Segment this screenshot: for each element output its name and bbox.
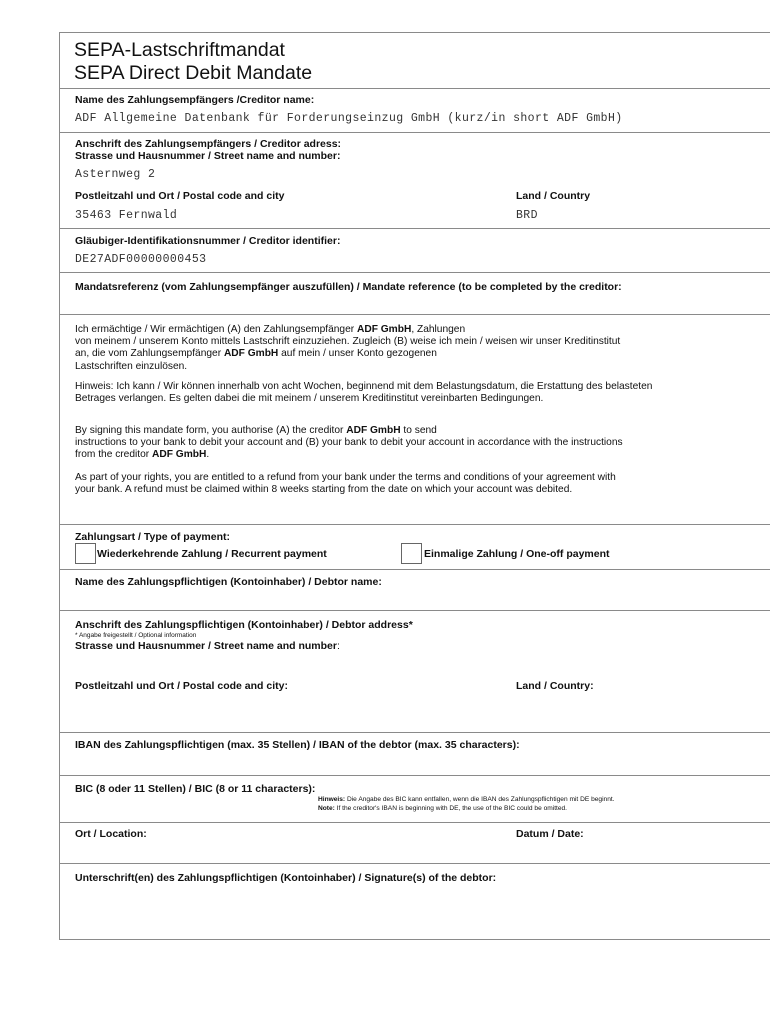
creditor-name-value: ADF Allgemeine Datenbank für Forderungseinzug GmbH (kurz/in short ADF GmbH) [75,112,623,125]
authorization-en-text-4: from the creditor [75,449,152,461]
sepa-mandate-form [59,32,770,940]
debtor-bic-label: BIC (8 oder 11 Stellen) / BIC (8 or 11 characters): [75,783,316,795]
debtor-name-section[interactable] [60,570,770,611]
creditor-address-section [60,133,770,229]
creditor-postal-label: Postleitzahl und Ort / Postal code and city [75,190,285,202]
creditor-identifier-section [60,229,770,273]
creditor-street-label: Strasse und Hausnummer / Street name and number: [75,150,341,162]
debtor-street-label-text: Strasse und Hausnummer / Street name and number [75,640,337,652]
bic-hint-de-label: Hinweis: [318,796,346,803]
authorization-de-paragraph [75,324,765,373]
creditor-country-value: BRD [516,209,538,222]
authorization-en-text-1: By signing this mandate form, you authorise (A) the creditor [75,425,347,436]
oneoff-payment-checkbox[interactable] [401,543,422,564]
creditor-country-label: Land / Country [516,190,591,202]
creditor-identifier-value: DE27ADF00000000453 [75,253,207,266]
refund-rights-en-paragraph [75,472,765,496]
refund-hint-de-text-2: Betrages verlangen. Es gelten dabei die mit meinem / unserem Kreditinstitut vereinbarten Bedingungen. [75,393,544,405]
debtor-iban-section[interactable] [60,733,770,776]
bic-hint-de-text: Die Angabe des BIC kann entfallen, wenn die IBAN des Zahlungspflichtigen mit DE beginnt. [345,796,615,803]
bic-hint-de [318,796,615,803]
debtor-iban-label: IBAN des Zahlungspflichtigen (max. 35 Stellen) / IBAN of the debtor (max. 35 characters): [75,739,520,751]
bic-hint-en [318,805,567,812]
creditor-postal-value: 35463 Fernwald [75,209,178,222]
debtor-bic-section[interactable] [60,776,770,823]
signature-label: Unterschrift(en) des Zahlungspflichtigen (Kontoinhaber) / Signature(s) of the debtor: [75,872,497,884]
refund-hint-de-paragraph [75,381,765,405]
authorization-en-text-5: . [206,449,210,461]
location-label: Ort / Location: [75,828,147,840]
bic-hint-en-label: Note: [318,805,335,812]
authorization-en-paragraph [75,425,765,462]
debtor-street-label [75,640,340,652]
authorization-de-text-3: von meinem / unserem Konto mittels Lastschrift einzuziehen. Zugleich (B) weise ich mein / weisen wir unser Kreditinstitut [75,336,621,348]
debtor-address-label: Anschrift des Zahlungspflichtigen (Kontoinhaber) / Debtor address* [75,619,413,631]
authorization-de-text-5: auf mein / unser Konto gezogenen [278,348,437,360]
refund-rights-en-text-1: As part of your rights, you are entitled to a refund from your bank under the terms and conditions of your agreement with [75,472,616,483]
creditor-company-name: ADF GmbH [346,425,401,436]
mandate-reference-label: Mandatsreferenz (vom Zahlungsempfänger auszufüllen) / Mandate reference (to be completed by the creditor: [75,281,622,293]
payment-type-section [60,525,770,570]
creditor-company-name: ADF GmbH [223,348,279,360]
refund-hint-de-text-1: Hinweis: Ich kann / Wir können innerhalb von acht Wochen, beginnend mit dem Belastungsdatum, die Erstattung des belasteten [75,381,653,392]
mandate-reference-section [60,273,770,315]
debtor-postal-label: Postleitzahl und Ort / Postal code and city: [75,680,288,692]
authorization-en-text-3: instructions to your bank to debit your account and (B) your bank to debit your account in accordance with the instructions [75,437,623,449]
debtor-name-label: Name des Zahlungspflichtigen (Kontoinhaber) / Debtor name: [75,576,382,588]
authorization-en-text-2: to send [400,425,437,436]
form-header [60,33,770,89]
signature-section[interactable] [60,864,770,939]
recurrent-payment-label: Wiederkehrende Zahlung / Recurrent payment [97,548,327,560]
authorization-de-text-6: Lastschriften einzulösen. [75,360,188,372]
creditor-identifier-label: Gläubiger-Identifikationsnummer / Creditor identifier: [75,235,341,247]
creditor-company-name: ADF GmbH [152,449,207,461]
payment-type-label: Zahlungsart / Type of payment: [75,531,230,543]
debtor-country-label: Land / Country: [516,680,594,692]
debtor-address-section[interactable] [60,611,770,733]
date-label: Datum / Date: [516,828,584,840]
creditor-company-name: ADF GmbH [356,324,412,335]
bic-hint-en-text: If the creditor's IBAN is beginning with DE, the use of the BIC could be omitted. [334,805,568,812]
debtor-address-optional-note: * Angabe freigestellt / Optional information [75,632,197,639]
debtor-street-label-colon: : [337,640,340,652]
creditor-name-section [60,89,770,133]
recurrent-payment-checkbox[interactable] [75,543,96,564]
title-german: SEPA-Lastschriftmandat [74,39,285,61]
title-english: SEPA Direct Debit Mandate [74,62,313,84]
creditor-address-label: Anschrift des Zahlungsempfängers / Creditor adress: [75,138,342,150]
creditor-name-label: Name des Zahlungsempfängers /Creditor name: [75,94,315,106]
creditor-street-value: Asternweg 2 [75,168,156,181]
authorization-de-text-4: an, die vom Zahlungsempfänger [75,348,224,360]
refund-rights-en-text-2: your bank. A refund must be claimed within 8 weeks starting from the date on which your account was debited. [75,484,573,496]
authorization-de-text-2: , Zahlungen [411,324,466,335]
location-date-section[interactable] [60,823,770,864]
authorization-de-text-1: Ich ermächtige / Wir ermächtigen (A) den Zahlungsempfänger [75,324,357,335]
oneoff-payment-label: Einmalige Zahlung / One-off payment [424,548,610,560]
authorization-section [60,315,770,525]
